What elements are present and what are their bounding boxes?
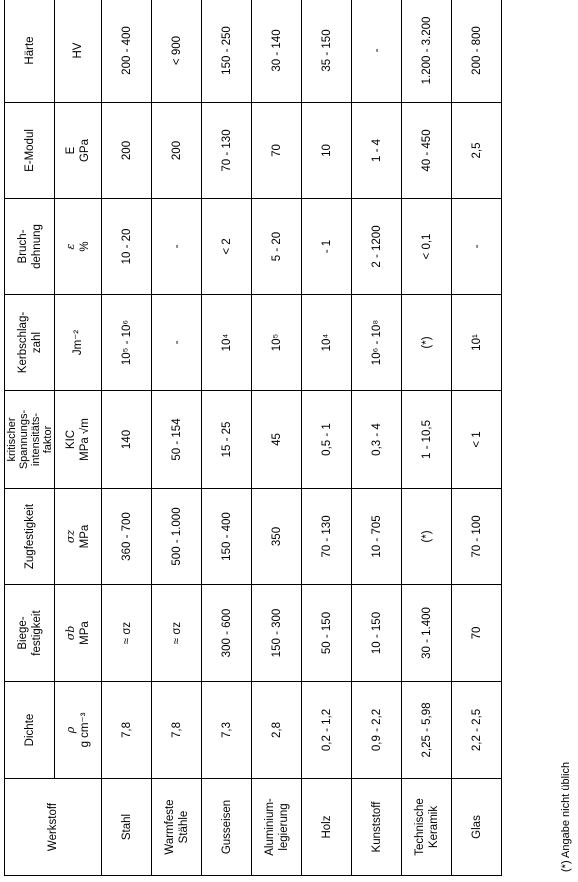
value-cell: 150 - 400 xyxy=(202,489,252,585)
table-row xyxy=(202,0,252,876)
header-emodul: E-Modul xyxy=(5,103,55,199)
value-cell: 10 - 20 xyxy=(102,199,152,295)
value-cell: < 900 xyxy=(152,0,202,103)
value-cell: 70 xyxy=(252,103,302,199)
value-cell: 360 - 700 xyxy=(102,489,152,585)
unit-haerte xyxy=(55,0,102,103)
unit-kic-symbol: KIC xyxy=(65,429,77,450)
header-zugfestigkeit: Zugfestigkeit xyxy=(5,489,55,585)
unit-kerbschlagzahl xyxy=(55,295,102,391)
value-cell: - 1 xyxy=(302,199,352,295)
value-cell: < 0,1 xyxy=(402,199,452,295)
unit-biegefestigkeit-label: MPa xyxy=(79,621,91,645)
unit-zugfestigkeit-label: MPa xyxy=(79,524,91,549)
value-cell: < 1 xyxy=(452,391,502,489)
unit-biegefestigkeit xyxy=(55,585,102,682)
value-cell: 5 - 20 xyxy=(252,199,302,295)
materials-table xyxy=(4,0,502,876)
value-cell: 7,8 xyxy=(102,682,152,779)
header-haerte: Härte xyxy=(5,0,55,103)
header-werkstoff: Werkstoff xyxy=(5,779,102,876)
footnote: (*) Angabe nicht üblich xyxy=(560,761,572,872)
value-cell: 30 - 1.400 xyxy=(402,585,452,682)
value-cell: 140 xyxy=(102,391,152,489)
value-cell: < 2 xyxy=(202,199,252,295)
value-cell: - xyxy=(452,199,502,295)
table-row xyxy=(152,0,202,876)
value-cell: 7,3 xyxy=(202,682,252,779)
value-cell: 35 - 150 xyxy=(302,0,352,103)
value-cell: 10⁵ - 10⁶ xyxy=(102,295,152,391)
material-cell: Kunststoff xyxy=(352,779,402,876)
value-cell: - xyxy=(352,0,402,103)
value-cell: (*) xyxy=(402,295,452,391)
value-cell: 45 xyxy=(252,391,302,489)
material-cell: Stahl xyxy=(102,779,152,876)
unit-haerte-label: HV xyxy=(72,42,84,59)
value-cell: 150 - 250 xyxy=(202,0,252,103)
table-row xyxy=(252,0,302,876)
value-cell: 10¹ xyxy=(452,295,502,391)
value-cell: 350 xyxy=(252,489,302,585)
value-cell: 1 - 4 xyxy=(352,103,402,199)
unit-dichte-symbol: ρ xyxy=(64,726,77,734)
value-cell: 300 - 600 xyxy=(202,585,252,682)
value-cell: 10 xyxy=(302,103,352,199)
material-cell: Holz xyxy=(302,779,352,876)
unit-bruchdehnung xyxy=(55,199,102,295)
table-row xyxy=(102,0,152,876)
value-cell: 40 - 450 xyxy=(402,103,452,199)
table-row xyxy=(402,0,452,876)
value-cell: 50 - 150 xyxy=(302,585,352,682)
unit-bruchdehnung-label: % xyxy=(79,241,91,252)
header-biegefestigkeit xyxy=(5,585,55,682)
material-cell: Technische Keramik xyxy=(402,779,452,876)
value-cell: 70 - 130 xyxy=(202,103,252,199)
material-cell: Warmfeste Stähle xyxy=(152,779,202,876)
value-cell: 150 - 300 xyxy=(252,585,302,682)
unit-emodul-symbol: E xyxy=(65,146,77,155)
value-cell: 15 - 25 xyxy=(202,391,252,489)
value-cell: 70 xyxy=(452,585,502,682)
value-cell: 10⁴ xyxy=(202,295,252,391)
unit-zugfestigkeit-symbol: σz xyxy=(64,529,77,544)
unit-zugfestigkeit xyxy=(55,489,102,585)
value-cell: 200 xyxy=(152,103,202,199)
value-cell: ≈ σz xyxy=(152,585,202,682)
value-cell: 500 - 1.000 xyxy=(152,489,202,585)
material-cell: Gusseisen xyxy=(202,779,252,876)
value-cell: 2,5 xyxy=(452,103,502,199)
value-cell: ≈ σz xyxy=(102,585,152,682)
material-cell: Glas xyxy=(452,779,502,876)
value-cell: 10⁴ xyxy=(302,295,352,391)
value-cell: 10 - 705 xyxy=(352,489,402,585)
value-cell: 70 - 100 xyxy=(452,489,502,585)
value-cell: 1.200 - 3.200 xyxy=(402,0,452,103)
value-cell: 0,5 - 1 xyxy=(302,391,352,489)
value-cell: (*) xyxy=(402,489,452,585)
value-cell: 2,2 - 2,5 xyxy=(452,682,502,779)
header-biegefestigkeit-text: Biege- festigkeit xyxy=(16,610,43,656)
value-cell: 0,3 - 4 xyxy=(352,391,402,489)
header-kerbschlagzahl: Kerbschlag- zahl xyxy=(5,295,55,391)
unit-bruchdehnung-symbol: ε xyxy=(64,243,77,250)
value-cell: 200 - 800 xyxy=(452,0,502,103)
header-dichte: Dichte xyxy=(5,682,55,779)
unit-biegefestigkeit-symbol: σb xyxy=(64,625,77,641)
value-cell: - xyxy=(152,295,202,391)
value-cell: 7,8 xyxy=(152,682,202,779)
value-cell: - xyxy=(152,199,202,295)
value-cell: 1 - 10,5 xyxy=(402,391,452,489)
header-bruchdehnung: Bruch- dehnung xyxy=(5,199,55,295)
value-cell: 30 - 140 xyxy=(252,0,302,103)
unit-kerbschlagzahl-label: Jm⁻² xyxy=(72,329,84,356)
value-cell: 2,25 - 5,98 xyxy=(402,682,452,779)
value-cell: 2 - 1200 xyxy=(352,199,402,295)
material-cell: Aluminium- legierung xyxy=(252,779,302,876)
table-row xyxy=(302,0,352,876)
table-row xyxy=(352,0,402,876)
header-row xyxy=(5,0,55,876)
unit-kic xyxy=(55,391,102,489)
unit-emodul-label: GPa xyxy=(79,139,91,163)
unit-row xyxy=(55,0,102,876)
table-body xyxy=(102,0,502,876)
value-cell: 10⁶ - 10⁸ xyxy=(352,295,402,391)
unit-kic-label: MPa √m xyxy=(79,418,91,461)
header-kic: kritischer Spannungs- intensitäts- faktor xyxy=(5,391,55,489)
unit-dichte-label: g cm⁻³ xyxy=(79,712,91,748)
value-cell: 10 - 150 xyxy=(352,585,402,682)
unit-emodul xyxy=(55,103,102,199)
value-cell: 2,8 xyxy=(252,682,302,779)
value-cell: 200 - 400 xyxy=(102,0,152,103)
value-cell: 0,9 - 2,2 xyxy=(352,682,402,779)
value-cell: 0,2 - 1,2 xyxy=(302,682,352,779)
value-cell: 10⁵ xyxy=(252,295,302,391)
value-cell: 50 - 154 xyxy=(152,391,202,489)
value-cell: 200 xyxy=(102,103,152,199)
table-row xyxy=(452,0,502,876)
unit-dichte xyxy=(55,682,102,779)
value-cell: 70 - 130 xyxy=(302,489,352,585)
